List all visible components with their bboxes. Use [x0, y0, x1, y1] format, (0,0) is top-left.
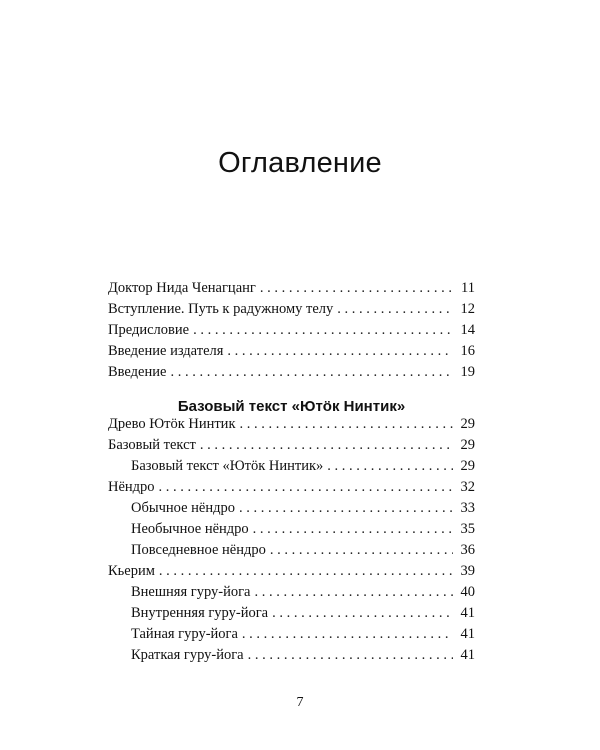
toc-subentry	[108, 540, 475, 561]
dot-leader	[159, 477, 453, 498]
toc-section-entries	[108, 414, 475, 666]
toc-entry-label: Краткая гуру-йога	[131, 647, 244, 663]
dot-leader	[254, 582, 453, 603]
toc-entry-page: 41	[460, 626, 475, 642]
page-number: 7	[296, 695, 304, 710]
toc-entry-label: Тайная гуру-йога	[131, 626, 238, 642]
dot-leader	[240, 414, 454, 435]
toc-entry-label: Внешняя гуру-йога	[131, 584, 251, 600]
toc-entry	[108, 477, 475, 498]
toc-entry-page: 11	[461, 280, 475, 296]
page-title: Оглавление	[218, 147, 382, 180]
toc-entry-page: 33	[460, 500, 475, 516]
toc-entry-label: Повседневное нёндро	[131, 542, 266, 558]
toc-entry-page: 19	[460, 364, 475, 380]
dot-leader	[337, 299, 453, 320]
toc-entry-label: Базовый текст	[108, 437, 196, 453]
toc-entry-page: 41	[460, 647, 475, 663]
section-heading: Базовый текст «Ютӧк Нинтик»	[177, 398, 406, 415]
dot-leader	[170, 362, 453, 383]
toc-entry-page: 41	[460, 605, 475, 621]
toc-subentry	[108, 498, 475, 519]
toc-subentry	[108, 645, 475, 666]
toc-entry-label: Древо Ютӧк Нинтик	[108, 416, 236, 432]
toc-entry-page: 35	[460, 521, 475, 537]
toc-entry	[108, 341, 475, 362]
toc-entry	[108, 299, 475, 320]
toc-entry-page: 36	[460, 542, 475, 558]
toc-entry	[108, 278, 475, 299]
toc-entry-page: 29	[460, 458, 475, 474]
toc-subentry	[108, 582, 475, 603]
toc-entry-label: Нёндро	[108, 479, 155, 495]
toc-entry-label: Обычное нёндро	[131, 500, 235, 516]
toc-entry-label: Необычное нёндро	[131, 521, 249, 537]
toc-entry-page: 12	[460, 301, 475, 317]
toc-entry-page: 40	[460, 584, 475, 600]
toc-entry-page: 32	[460, 479, 475, 495]
dot-leader	[327, 456, 453, 477]
toc-subentry	[108, 603, 475, 624]
toc-subentry	[108, 624, 475, 645]
dot-leader	[272, 603, 453, 624]
toc-entry-label: Внутренняя гуру-йога	[131, 605, 269, 621]
toc-front-matter	[108, 278, 475, 383]
dot-leader	[227, 341, 453, 362]
dot-leader	[239, 498, 453, 519]
toc-entry	[108, 561, 475, 582]
toc-entry	[108, 320, 475, 341]
toc-entry-label: Введение издателя	[108, 343, 224, 359]
toc-entry-label: Базовый текст «Ютӧк Нинтик»	[131, 458, 324, 474]
dot-leader	[270, 540, 453, 561]
dot-leader	[253, 519, 453, 540]
toc-entry-label: Предисловие	[108, 322, 190, 338]
toc-entry	[108, 435, 475, 456]
toc-entry-page: 16	[460, 343, 475, 359]
toc-entry-label: Введение	[108, 364, 167, 380]
toc-entry	[108, 414, 475, 435]
toc-entry-page: 39	[460, 563, 475, 579]
toc-entry-page: 29	[460, 437, 475, 453]
toc-entry-label: Кьерим	[108, 563, 155, 579]
toc-entry-page: 14	[460, 322, 475, 338]
toc-subentry	[108, 519, 475, 540]
toc-entry-page: 29	[460, 416, 475, 432]
toc-entry	[108, 362, 475, 383]
dot-leader	[242, 624, 453, 645]
dot-leader	[248, 645, 453, 666]
toc-entry-label: Доктор Нида Ченагцанг	[108, 280, 256, 296]
dot-leader	[260, 278, 453, 299]
dot-leader	[200, 435, 453, 456]
dot-leader	[159, 561, 453, 582]
toc-entry-label: Вступление. Путь к радужному телу	[108, 301, 334, 317]
dot-leader	[193, 320, 453, 341]
toc-subentry	[108, 456, 475, 477]
